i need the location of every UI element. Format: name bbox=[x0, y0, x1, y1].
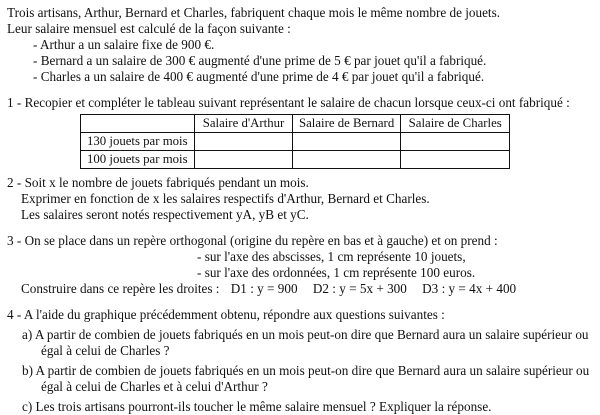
table-cell bbox=[195, 151, 293, 169]
table-header-empty bbox=[81, 115, 195, 133]
question-4c: c) Les trois artisans pourront-ils toucher le même salaire mensuel ? Expliquer la réponse. bbox=[22, 399, 492, 414]
bullet-arthur: - Arthur a un salaire fixe de 900 €. bbox=[33, 37, 215, 52]
table-header-row bbox=[81, 115, 510, 133]
question-3-lines bbox=[7, 281, 595, 297]
equation-d3: D3 : y = 4x + 400 bbox=[422, 281, 517, 296]
bullet-bernard: - Bernard a un salaire de 300 € augmenté d'une prime de 5 € par jouet qu'il a fabriqué. bbox=[33, 53, 487, 68]
table-row bbox=[81, 151, 510, 169]
table-cell bbox=[195, 133, 293, 151]
salary-table bbox=[80, 114, 510, 169]
intro-line-2: Leur salaire mensuel est calculé de la façon suivante : bbox=[7, 21, 291, 36]
question-3-axis-x: - sur l'axe des abscisses, 1 cm représente 10 jouets, bbox=[197, 249, 466, 264]
question-4a-line-2: égal à celui de Charles ? bbox=[41, 343, 170, 358]
table-cell bbox=[293, 151, 401, 169]
table-header-bernard: Salaire de Bernard bbox=[293, 115, 401, 133]
table-cell bbox=[293, 133, 401, 151]
table-cell bbox=[401, 133, 510, 151]
question-4: 4 - A l'aide du graphique précédemment obtenu, répondre aux questions suivantes : bbox=[7, 307, 445, 322]
table-cell bbox=[401, 151, 510, 169]
question-2-line-3: Les salaires seront notés respectivement yA, yB et yC. bbox=[21, 207, 309, 222]
question-2-line-2: Exprimer en fonction de x les salaires respectifs d'Arthur, Bernard et Charles. bbox=[21, 191, 430, 206]
table-header-arthur: Salaire d'Arthur bbox=[195, 115, 293, 133]
table-header-charles: Salaire de Charles bbox=[401, 115, 510, 133]
table-row bbox=[81, 133, 510, 151]
table-row-label: 100 jouets par mois bbox=[81, 151, 195, 169]
equation-d2: D2 : y = 5x + 300 bbox=[312, 281, 407, 296]
question-3-axis-y: - sur l'axe des ordonnées, 1 cm représente 100 euros. bbox=[197, 265, 476, 280]
question-4b-line-1: b) A partir de combien de jouets fabriqués en un mois peut-on dire que Bernard aura un salaire supérieur ou bbox=[22, 363, 590, 378]
question-3-instruction: Construire dans ce repère les droites : bbox=[21, 281, 220, 296]
question-2-line-1: 2 - Soit x le nombre de jouets fabriqués pendant un mois. bbox=[7, 175, 309, 190]
bullet-charles: - Charles a un salaire de 400 € augmenté d'une prime de 4 € par jouet qu'il a fabriqué. bbox=[33, 69, 485, 84]
equation-d1: D1 : y = 900 bbox=[230, 281, 298, 296]
question-4a-line-1: a) A partir de combien de jouets fabriqués en un mois peut-on dire que Bernard aura un salaire supérieur ou bbox=[22, 327, 589, 342]
question-4b-line-2: égal à celui de Charles et à celui d'Arthur ? bbox=[41, 379, 268, 394]
exercise-document bbox=[7, 5, 595, 415]
question-3-line-1: 3 - On se place dans un repère orthogonal (origine du repère en bas et à gauche) et on prend : bbox=[7, 233, 498, 248]
question-1: 1 - Recopier et compléter le tableau suivant représentant le salaire de chacun lorsque ceux-ci ont fabriqué : bbox=[7, 95, 570, 110]
table-row-label: 130 jouets par mois bbox=[81, 133, 195, 151]
intro-line-1: Trois artisans, Arthur, Bernard et Charles, fabriquent chaque mois le même nombre de jouets. bbox=[7, 5, 501, 20]
